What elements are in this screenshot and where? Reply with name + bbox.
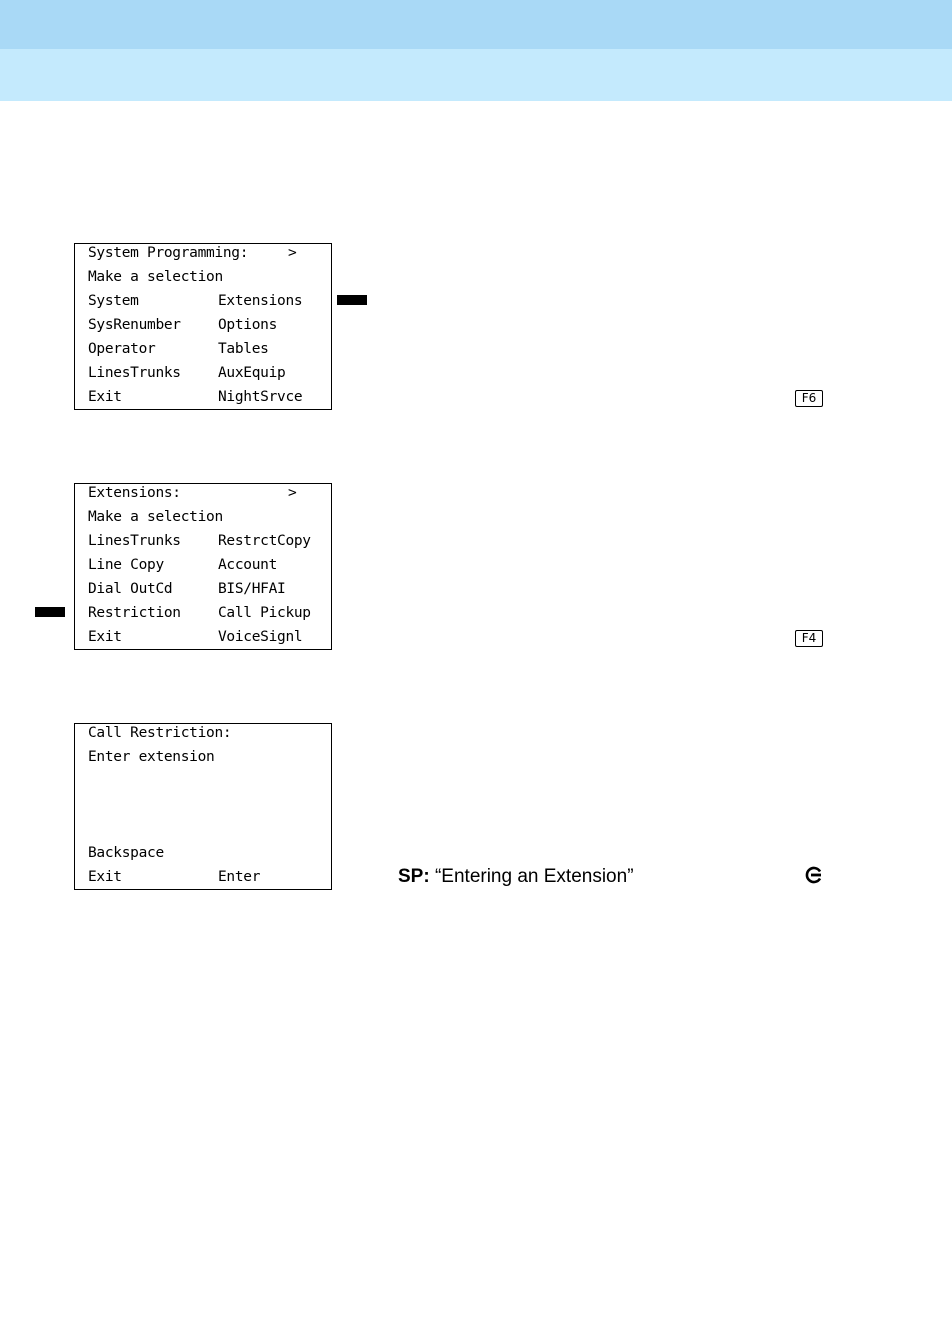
function-key-f6[interactable]: F6 [795,390,823,407]
sp-reference [398,866,634,888]
option-system[interactable]: System [88,293,139,309]
header-band-bottom [0,49,952,101]
screen-prompt: Make a selection [88,509,223,525]
option-linestrunks[interactable]: LinesTrunks [88,365,181,381]
option-tables[interactable]: Tables [218,341,269,357]
screen-title: Extensions: [88,485,181,501]
screen-prompt: Enter extension [88,749,215,765]
option-dial-outcd[interactable]: Dial OutCd [88,581,173,597]
option-restrctcopy[interactable]: RestrctCopy [218,533,311,549]
return-arrow-icon [805,866,823,884]
option-auxequip[interactable]: AuxEquip [218,365,286,381]
selection-marker [35,607,65,617]
option-call-pickup[interactable]: Call Pickup [218,605,311,621]
screen-system-programming [74,243,332,410]
screen-title: Call Restriction: [88,725,232,741]
sp-prefix: SP: [398,866,430,887]
screen-title: System Programming: [88,245,249,261]
function-key-f4[interactable]: F4 [795,630,823,647]
screen-call-restriction [74,723,332,890]
selection-marker [337,295,367,305]
option-exit[interactable]: Exit [88,629,122,645]
header-band-top [0,0,952,49]
option-options[interactable]: Options [218,317,278,333]
option-bis-hfai[interactable]: BIS/HFAI [218,581,286,597]
screen-extensions [74,483,332,650]
option-exit[interactable]: Exit [88,869,122,885]
option-sysrenumber[interactable]: SysRenumber [88,317,181,333]
option-operator[interactable]: Operator [88,341,156,357]
option-backspace[interactable]: Backspace [88,845,164,861]
option-exit[interactable]: Exit [88,389,122,405]
option-voicesignl[interactable]: VoiceSignl [218,629,303,645]
option-restriction[interactable]: Restriction [88,605,181,621]
next-page-arrow: > [288,245,297,261]
option-nightsrvce[interactable]: NightSrvce [218,389,303,405]
option-account[interactable]: Account [218,557,278,573]
option-line-copy[interactable]: Line Copy [88,557,164,573]
option-enter[interactable]: Enter [218,869,261,885]
option-extensions[interactable]: Extensions [218,293,303,309]
sp-reference-text: “Entering an Extension” [434,866,634,887]
screen-prompt: Make a selection [88,269,223,285]
next-page-arrow: > [288,485,297,501]
option-linestrunks[interactable]: LinesTrunks [88,533,181,549]
